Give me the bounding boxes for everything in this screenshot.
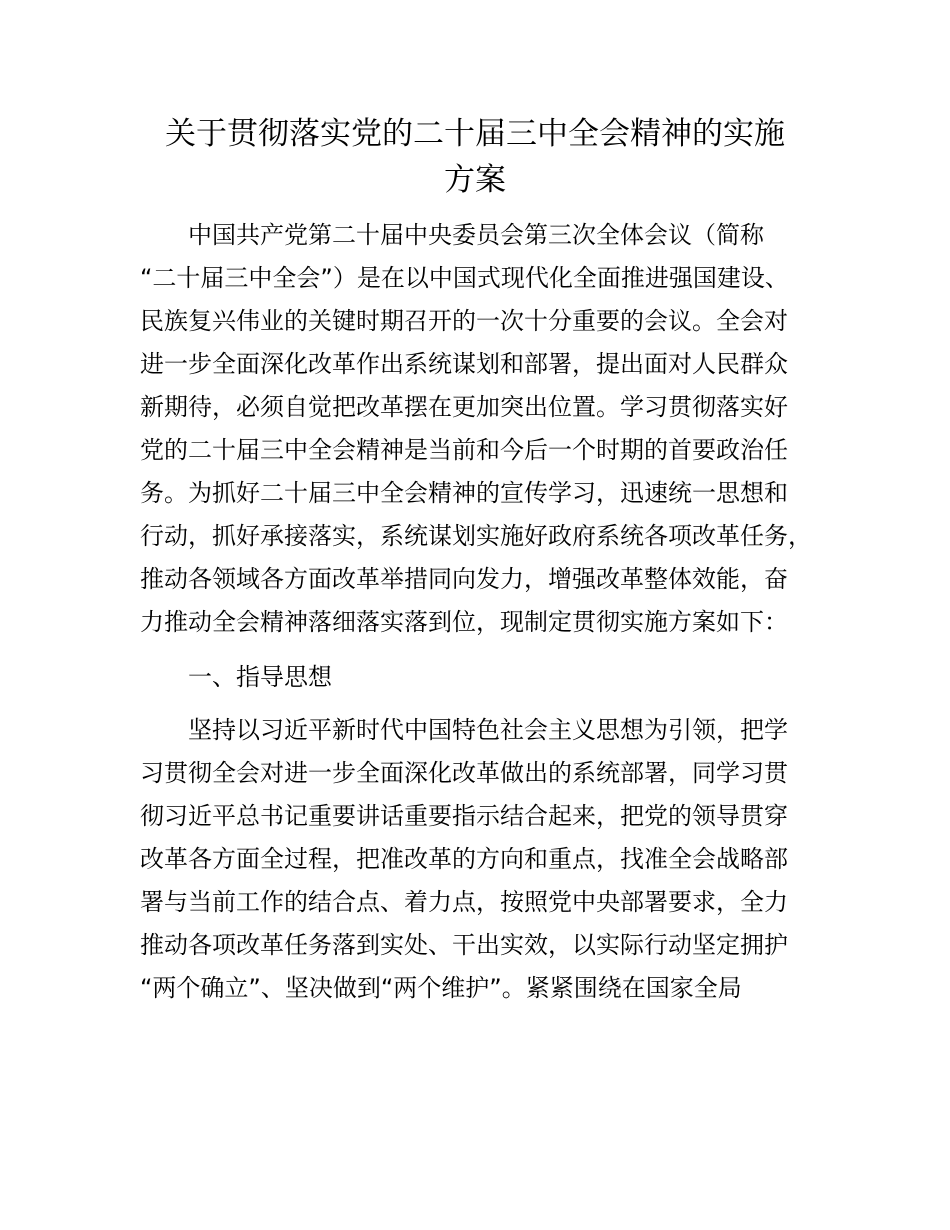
section-line-6: 推动各项改革任务落到实处、干出实效，以实际行动坚定拥护 bbox=[140, 931, 788, 959]
section-line-7: “两个确立”、坚决做到“两个维护”。紧紧围绕在国家全局 bbox=[140, 974, 742, 1002]
intro-line-5: 新期待，必须自觉把改革摆在更加突出位置。学习贯彻落实好 bbox=[140, 393, 788, 421]
intro-line-2: “二十届三中全会”）是在以中国式现代化全面推进强国建设、 bbox=[140, 264, 789, 292]
intro-line-7: 务。为抓好二十届三中全会精神的宣传学习，迅速统一思想和 bbox=[140, 479, 788, 507]
section-line-2: 习贯彻全会对进一步全面深化改革做出的系统部署，同学习贯 bbox=[140, 759, 788, 787]
section-line-4: 改革各方面全过程，把准改革的方向和重点，找准全会战略部 bbox=[140, 845, 788, 873]
document-title-line-2: 方案 bbox=[444, 162, 506, 198]
section-line-3: 彻习近平总书记重要讲话重要指示结合起来，把党的领导贯穿 bbox=[140, 802, 788, 830]
intro-line-1: 中国共产党第二十届中央委员会第三次全体会议（简称 bbox=[188, 221, 764, 249]
intro-line-9: 推动各领域各方面改革举措同向发力，增强改革整体效能，奋 bbox=[140, 565, 788, 593]
section-line-5: 署与当前工作的结合点、着力点，按照党中央部署要求，全力 bbox=[140, 888, 788, 916]
section-line-1: 坚持以习近平新时代中国特色社会主义思想为引领，把学 bbox=[188, 716, 788, 744]
intro-line-4: 进一步全面深化改革作出系统谋划和部署，提出面对人民群众 bbox=[140, 350, 788, 378]
intro-line-8: 行动，抓好承接落实，系统谋划实施好政府系统各项改革任务， bbox=[140, 522, 812, 550]
section-heading: 一、指导思想 bbox=[188, 663, 332, 691]
intro-line-6: 党的二十届三中全会精神是当前和今后一个时期的首要政治任 bbox=[140, 436, 788, 464]
intro-line-3: 民族复兴伟业的关键时期召开的一次十分重要的会议。全会对 bbox=[140, 307, 788, 335]
intro-line-10: 力推动全会精神落细落实落到位，现制定贯彻实施方案如下： bbox=[140, 608, 788, 636]
document-title-line-1: 关于贯彻落实党的二十届三中全会精神的实施 bbox=[165, 116, 785, 152]
